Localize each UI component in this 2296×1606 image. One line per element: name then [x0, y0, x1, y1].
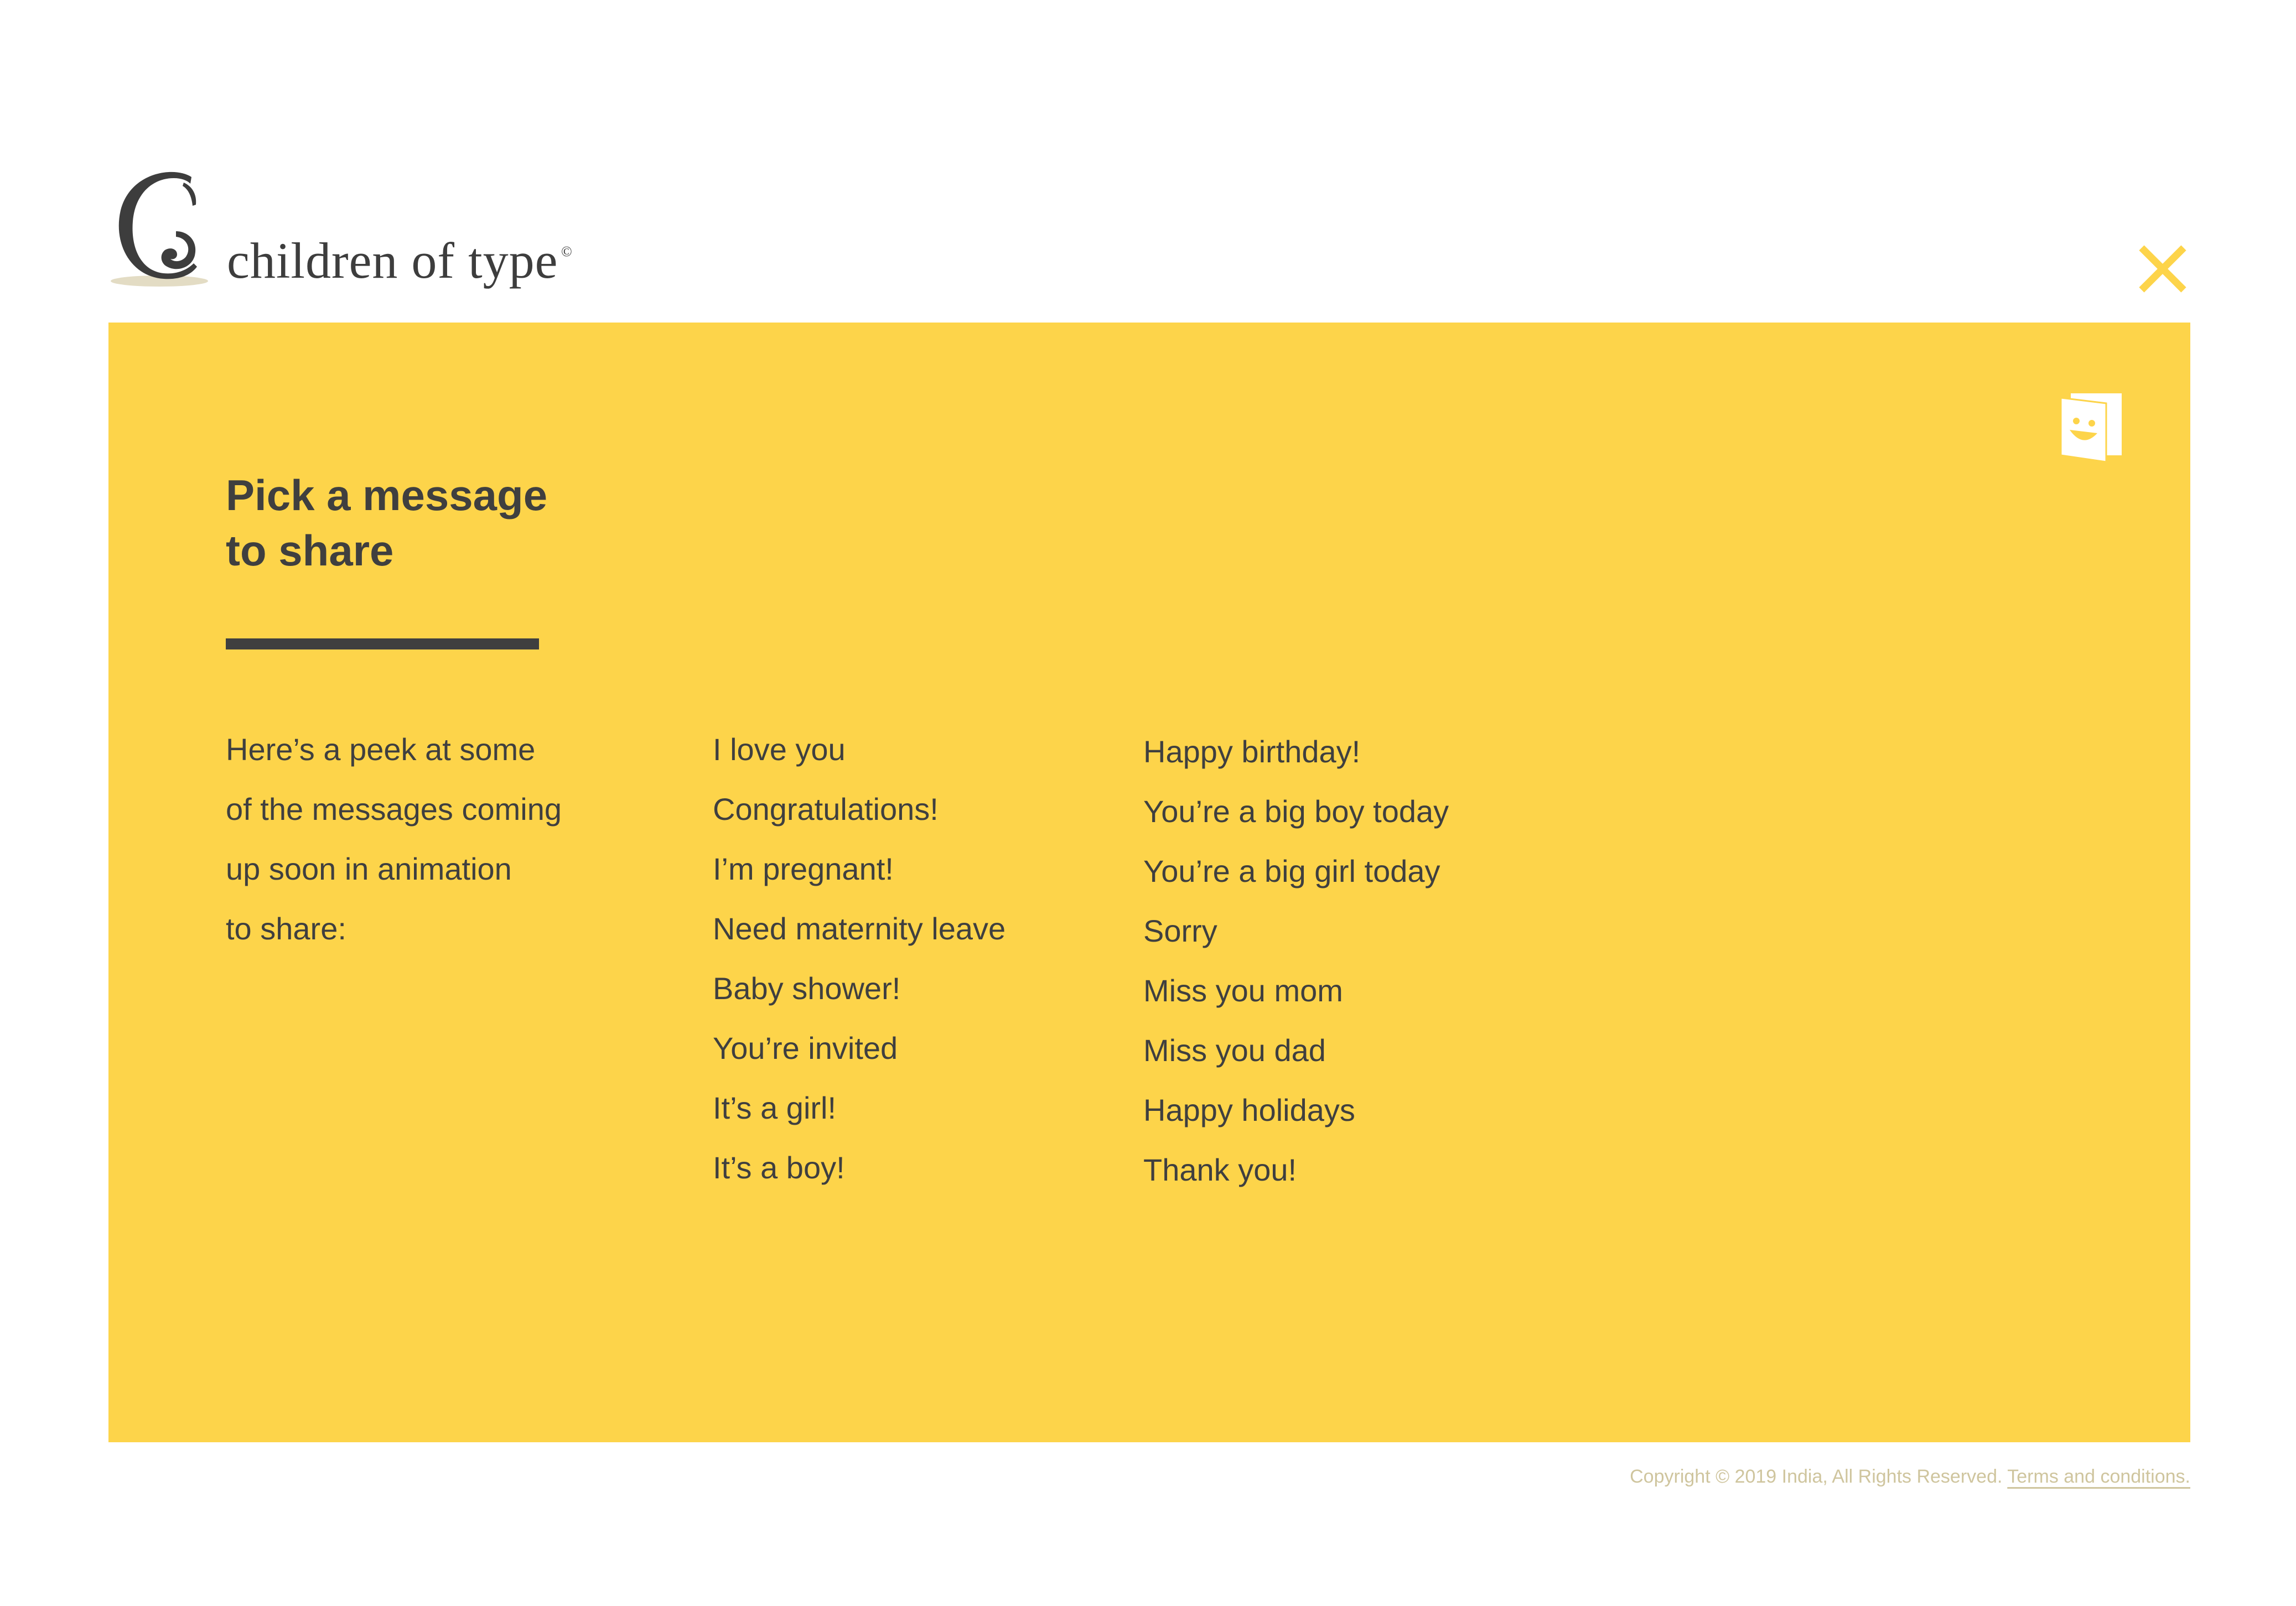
message-item: Baby shower! [713, 971, 901, 1006]
message-item: It’s a girl! [713, 1090, 837, 1125]
message-item: Thank you! [1143, 1152, 1297, 1187]
message-item: Congratulations! [713, 792, 939, 827]
intro-line: up soon in animation [226, 851, 512, 886]
message-item: You’re invited [713, 1031, 898, 1066]
brand-logo[interactable] [108, 166, 662, 299]
footer [1630, 1466, 2190, 1488]
intro-text [226, 720, 562, 959]
copyright-text: Copyright © 2019 India, All Rights Reserved. [1630, 1466, 2003, 1487]
page-title [226, 467, 668, 578]
message-item: You’re a big boy today [1143, 794, 1449, 829]
message-item: Need maternity leave [713, 911, 1006, 946]
title-divider [226, 638, 539, 649]
intro-line: Here’s a peek at some [226, 732, 536, 767]
terms-link[interactable]: Terms and conditions. [2007, 1466, 2190, 1487]
title-line: Pick a message [226, 471, 548, 519]
message-item: Miss you mom [1143, 973, 1343, 1008]
message-item: Sorry [1143, 913, 1217, 948]
intro-line: to share: [226, 911, 346, 946]
logo-c-mark-icon [108, 166, 214, 293]
header [108, 166, 2190, 321]
message-list-1 [713, 720, 1006, 1198]
brand-registered-mark: © [561, 243, 572, 259]
intro-line: of the messages coming [226, 792, 562, 827]
message-item: You’re a big girl today [1143, 854, 1440, 888]
message-item: I’m pregnant! [713, 851, 894, 886]
title-line: to share [226, 526, 394, 575]
message-item: Happy birthday! [1143, 734, 1361, 769]
message-item: It’s a boy! [713, 1150, 845, 1185]
message-item: Miss you dad [1143, 1033, 1326, 1068]
message-item: I love you [713, 732, 846, 767]
smiley-card-icon[interactable] [2061, 393, 2122, 462]
message-panel [108, 323, 2190, 1442]
close-button[interactable] [2135, 241, 2190, 297]
message-item: Happy holidays [1143, 1093, 1355, 1127]
brand-name: children of type [227, 232, 558, 289]
message-list-2 [1143, 722, 1449, 1200]
close-icon [2135, 241, 2190, 297]
